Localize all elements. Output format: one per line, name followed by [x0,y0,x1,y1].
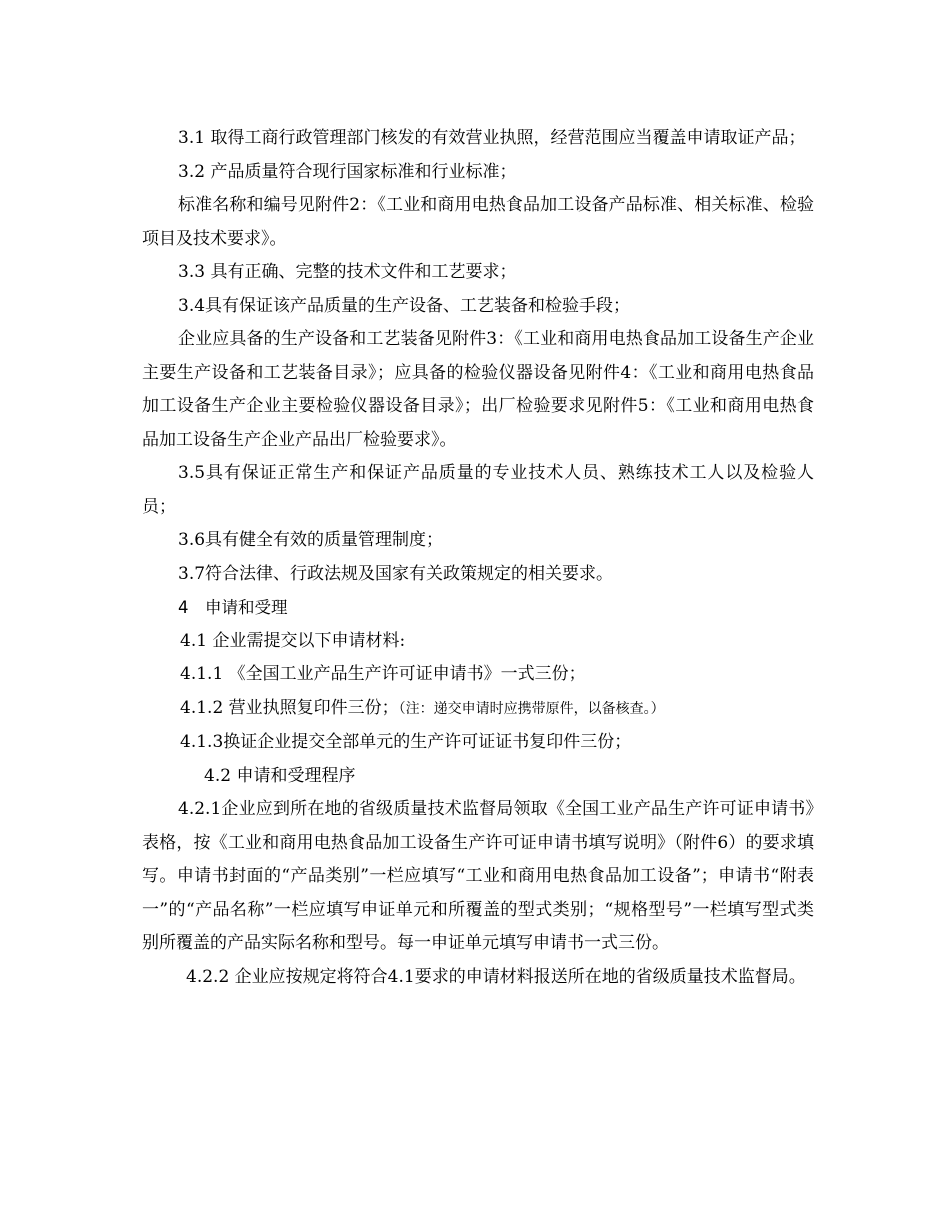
paragraph-4-2-2: 4.2.2 企业应按规定将符合4.1要求的申请材料报送所在地的省级质量技术监督局。 [186,966,806,987]
paragraph-3-2: 3.2 产品质量符合现行国家标准和行业标准； [178,161,517,182]
paragraph-4-1-2-text: 4.1.2 营业执照复印件三份； [180,697,399,718]
paragraph-3-4: 3.4具有保证该产品质量的生产设备、工艺装备和检验手段； [178,295,631,316]
paragraph-3-5: 3.5具有保证正常生产和保证产品质量的专业技术人员、熟练技术工人以及检验人员； [142,463,814,517]
document-body [142,122,814,994]
paragraph-4-2: 4.2 申请和受理程序 [204,765,356,786]
paragraph-4-1-2 [142,692,814,727]
paragraph-4-1-2-note: （注：递交申请时应携带原件，以备核查。） [398,700,665,717]
section-heading-4: 4 申请和受理 [178,598,288,617]
paragraph-4-1: 4.1 企业需提交以下申请材料: [180,630,406,651]
paragraph-3-6: 3.6具有健全有效的质量管理制度； [178,530,444,550]
paragraph-4-1-3: 4.1.3换证企业提交全部单元的生产许可证证书复印件三份； [180,732,632,752]
paragraph-3-3: 3.3 具有正确、完整的技术文件和工艺要求； [178,262,517,282]
paragraph-3-2-standards: 标准名称和编号见附件2：《工业和商用电热食品加工设备产品标准、相关标准、检验项目及技术要求》。 [142,195,814,249]
paragraph-3-1: 3.1 取得工商行政管理部门核发的有效营业执照，经营范围应当覆盖申请取证产品； [178,128,806,148]
paragraph-4-1-1: 4.1.1 《全国工业产品生产许可证申请书》一式三份； [180,664,586,684]
paragraph-3-4-equipment: 企业应具备的生产设备和工艺装备见附件3：《工业和商用电热食品加工设备生产企业主要生产设备和工艺装备目录》；应具备的检验仪器设备见附件4：《工业和商用电热食品加工设备生产企业主要检验仪器设备目录》；出厂检验要求见附件5：《工业和商用电热食品加工设备生产企业产品出厂检验要求》。 [142,329,814,450]
paragraph-3-7: 3.7符合法律、行政法规及国家有关政策规定的相关要求。 [178,563,614,584]
paragraph-4-2-1: 4.2.1企业应到所在地的省级质量技术监督局领取《全国工业产品生产许可证申请书》表格，按《工业和商用电热食品加工设备生产许可证申请书填写说明》（附件6）的要求填写。申请书封面的“产品类别”一栏应填写“工业和商用电热食品加工设备”；申请书“附表一”的“产品名称”一栏应填写申证单元和所覆盖的型式类别；“规格型号”一栏填写型式类别所覆盖的产品实际名称和型号。每一申证单元填写申请书一式三份。 [142,799,814,953]
